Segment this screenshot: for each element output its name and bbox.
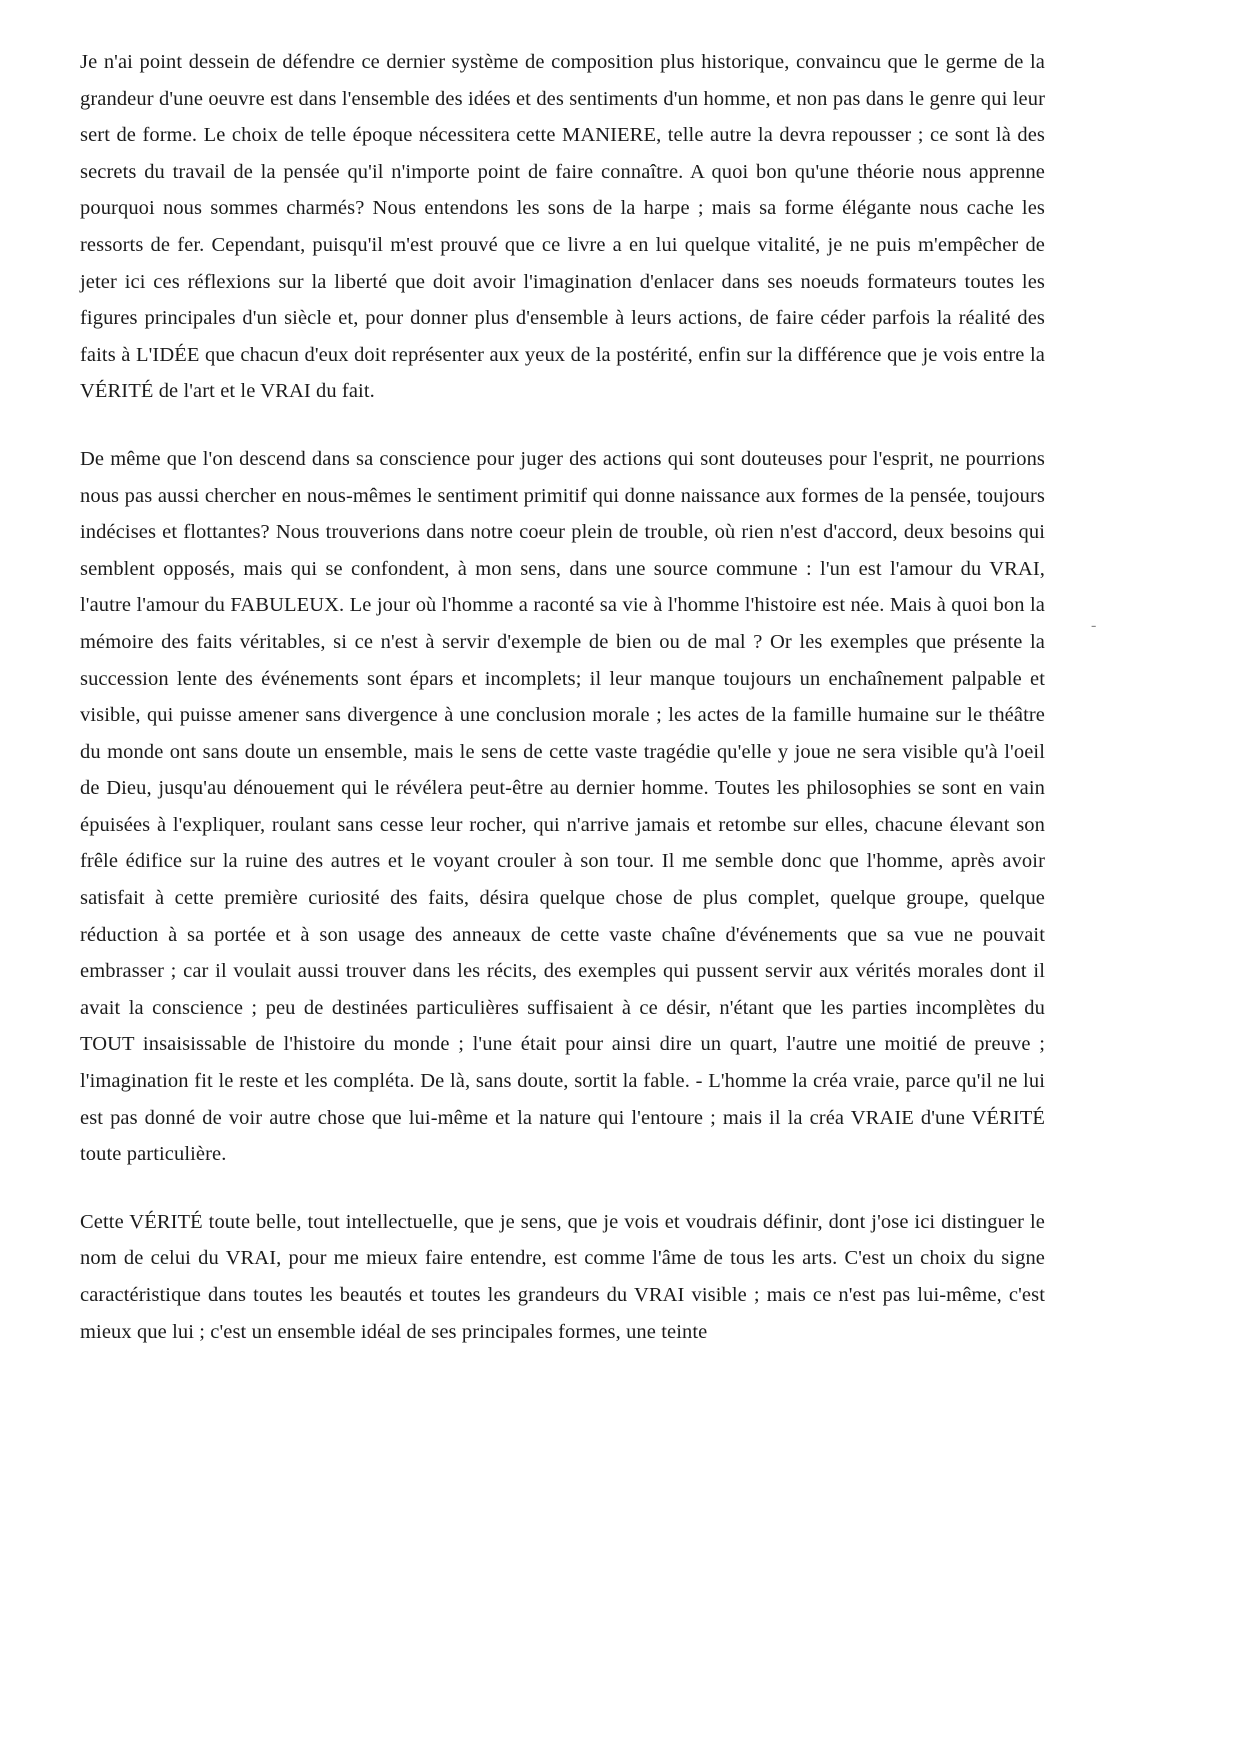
paragraph-1: Je n'ai point dessein de défendre ce dernier système de composition plus historique, convaincu que le germe de la grandeur d'une oeuvre est dans l'ensemble des idées et des sentiments d'un homme, et non pas dans le genre qui leur sert de forme. Le choix de telle époque nécessitera cette MANIERE, telle autre la devra repousser ; ce sont là des secrets du travail de la pensée qu'il n'importe point de faire connaître. A quoi bon qu'une théorie nous apprenne pourquoi nous sommes charmés? Nous entendons les sons de la harpe ; mais sa forme élégante nous cache les ressorts de fer. Cependant, puisqu'il m'est prouvé que ce livre a en lui quelque vitalité, je ne puis m'empêcher de jeter ici ces réflexions sur la liberté que doit avoir l'imagination d'enlacer dans ses noeuds formateurs toutes les figures principales d'un siècle et, pour donner plus d'ensemble à leurs actions, de faire céder parfois la réalité des faits à L'IDÉE que chacun d'eux doit représenter aux yeux de la postérité, enfin sur la différence que je vois entre la VÉRITÉ de l'art et le VRAI du fait. [80, 51, 1045, 403]
paragraph-3: Cette VÉRITÉ toute belle, tout intellectuelle, que je sens, que je vois et voudrais définir, dont j'ose ici distinguer le nom de celui du VRAI, pour me mieux faire entendre, est comme l'âme de tous les arts. C'est un choix du signe caractéristique dans toutes les beautés et toutes les grandeurs du VRAI visible ; mais ce n'est pas lui-même, c'est mieux que lui ; c'est un ensemble idéal de ses principales formes, une teinte [80, 1210, 1045, 1343]
paragraph-2: De même que l'on descend dans sa conscience pour juger des actions qui sont douteuses pour l'esprit, ne pourrions nous pas aussi chercher en nous-mêmes le sentiment primitif qui donne naissance aux formes de la pensée, toujours indécises et flottantes? Nous trouverions dans notre coeur plein de trouble, où rien n'est d'accord, deux besoins qui semblent opposés, mais qui se confondent, à mon sens, dans une source commune : l'un est l'amour du VRAI, l'autre l'amour du FABULEUX. Le jour où l'homme a raconté sa vie à l'homme l'histoire est née. Mais à quoi bon la mémoire des faits véritables, si ce n'est à servir d'exemple de bien ou de mal ? Or les exemples que présente la succession lente des événements sont épars et incomplets; il leur manque toujours un enchaînement palpable et visible, qui puisse amener sans divergence à une conclusion morale ; les actes de la famille humaine sur le théâtre du monde ont sans doute un ensemble, mais le sens de cette vaste tragédie qu'elle y joue ne sera visible qu'à l'oeil de Dieu, jusqu'au dénouement qui le révélera peut-être au dernier homme. Toutes les philosophies se sont en vain épuisées à l'expliquer, roulant sans cesse leur rocher, qui n'arrive jamais et retombe sur elles, chacune élevant son frêle édifice sur la ruine des autres et le voyant crouler à son tour. Il me semble donc que l'homme, après avoir satisfait à cette première curiosité des faits, désira quelque chose de plus complet, quelque groupe, quelque réduction à sa portée et à son usage des anneaux de cette vaste chaîne d'événements que sa vue ne pouvait embrasser ; car il voulait aussi trouver dans les récits, des exemples qui pussent servir aux vérités morales dont il avait la conscience ; peu de destinées particulières suffisaient à ce désir, n'étant que les parties incomplètes du TOUT insaisissable de l'histoire du monde ; l'une était pour ainsi dire un quart, l'autre une moitié de preuve ; l'imagination fit le reste et les compléta. De là, sans doute, sortit la fable. - L'homme la créa vraie, parce qu'il ne lui est pas donné de voir autre chose que lui-même et la nature qui l'entoure ; mais il la créa VRAIE d'une VÉRITÉ toute particulière. [80, 447, 1045, 1166]
scan-artifact-mark: - [1091, 617, 1097, 634]
text-block [80, 44, 1045, 1350]
